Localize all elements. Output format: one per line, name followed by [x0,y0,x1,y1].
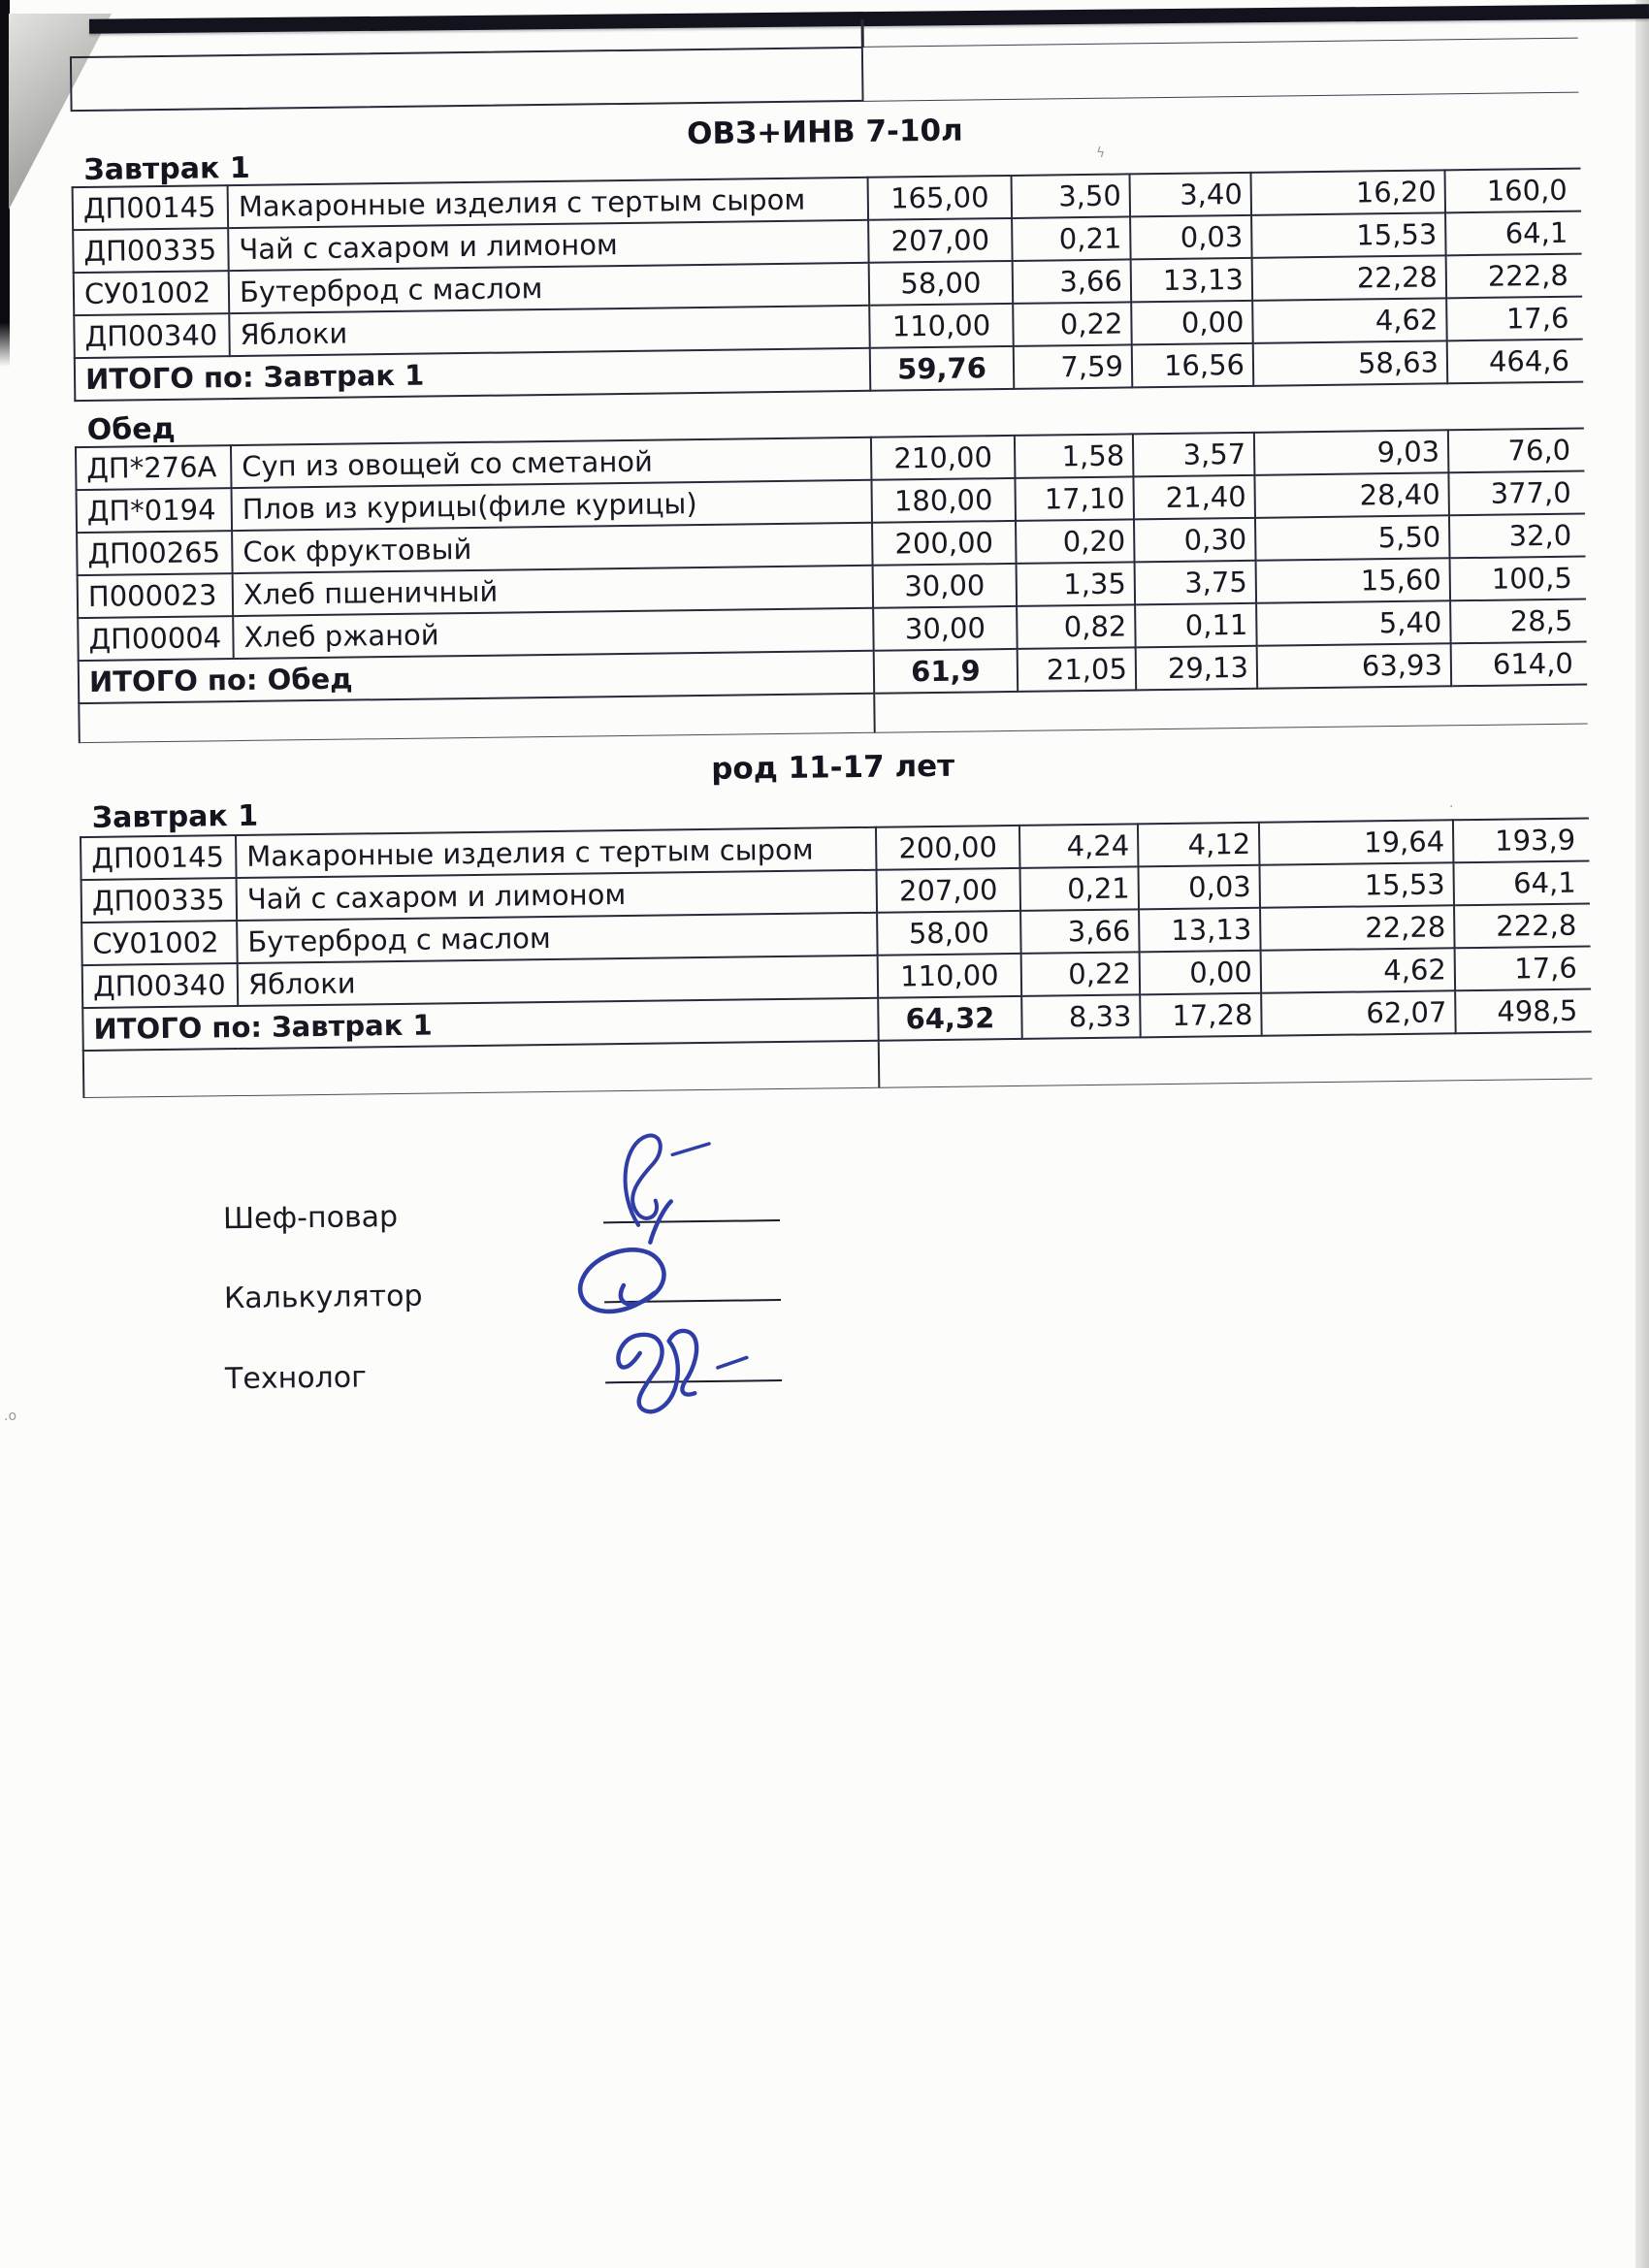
item-value: 30,00 [873,606,1018,651]
item-value: 180,00 [871,478,1016,523]
item-value: 207,00 [868,218,1013,263]
item-code: ДП00340 [82,963,239,1008]
item-value: 0,30 [1134,518,1256,563]
section-label-breakfast-2: Завтрак 1 [91,798,259,835]
item-value: 22,28 [1260,905,1455,951]
item-name: Макаронные изделия с тертым сыром [236,827,877,878]
item-value: 22,28 [1252,255,1447,301]
item-value: 15,53 [1251,212,1446,258]
item-code: ДП00335 [81,878,238,923]
menu-table-lunch [75,428,1588,743]
item-value: 3,75 [1135,561,1257,605]
total-value: 63,93 [1257,643,1452,689]
item-name: Бутерброд с маслом [237,913,878,963]
item-value: 9,03 [1254,430,1449,475]
item-value: 28,40 [1254,472,1449,518]
item-value: 377,0 [1448,471,1585,516]
menu-table-breakfast-1 [72,168,1584,403]
item-value: 58,00 [869,261,1014,306]
item-value: 207,00 [877,868,1021,913]
total-value: 16,56 [1132,343,1254,388]
item-value: 0,21 [1012,216,1131,261]
item-value: 100,5 [1450,557,1587,601]
item-value: 222,8 [1454,904,1591,949]
item-value: 17,10 [1015,476,1134,521]
item-value: 0,22 [1021,952,1141,996]
item-value: 3,66 [1013,259,1132,304]
item-value: 21,40 [1133,475,1255,520]
item-code: ДП00340 [74,313,230,358]
dust-speck: .о [4,1409,17,1424]
item-name: Плов из курицы(филе курицы) [232,480,873,531]
item-name: Чай с сахаром и лимоном [228,220,869,271]
total-value: 21,05 [1018,647,1137,692]
signature-stroke [672,1144,709,1154]
item-value: 3,40 [1130,173,1252,217]
item-name: Хлеб пшеничный [233,566,874,616]
empty-header-cell-right [863,38,1579,102]
total-label: ИТОГО по: Завтрак 1 [75,348,870,401]
item-value: 28,5 [1450,599,1587,644]
handwritten-signatures [524,1096,838,1430]
item-value: 0,20 [1016,519,1135,564]
item-value: 5,40 [1256,600,1451,646]
section-label-lunch: Обед [86,411,176,447]
total-value: 64,32 [878,996,1022,1041]
item-value: 16,20 [1251,170,1446,215]
total-value: 7,59 [1014,344,1133,389]
item-value: 0,03 [1138,865,1260,910]
item-value: 3,57 [1133,433,1255,477]
item-value: 165,00 [868,176,1013,220]
item-value: 13,13 [1139,908,1261,953]
item-code: ДП00145 [73,185,229,230]
item-value: 0,00 [1140,951,1262,995]
item-value: 110,00 [869,304,1014,348]
item-value: 0,21 [1019,866,1139,911]
dust-speck: ϟ [1096,146,1106,161]
item-value: 15,53 [1259,862,1454,908]
total-value: 614,0 [1451,642,1588,687]
item-code: СУ01002 [74,271,230,315]
item-value: 4,62 [1252,298,1447,343]
total-value: 464,6 [1447,340,1584,384]
item-value: 200,00 [876,826,1020,870]
item-code: ДП*276А [76,445,232,490]
signature-stroke [718,1357,747,1367]
item-code: СУ01002 [81,921,238,965]
item-value: 210,00 [871,436,1016,480]
item-name: Чай с сахаром и лимоном [237,870,878,921]
signature-stroke [618,1331,697,1412]
item-value: 200,00 [872,521,1017,566]
item-value: 1,58 [1015,434,1134,478]
item-value: 58,00 [877,911,1021,956]
empty-header-cell-left [70,47,864,112]
item-value: 30,00 [873,564,1018,608]
item-value: 4,62 [1261,948,1456,993]
item-name: Сок фруктовый [232,523,873,573]
item-value: 0,00 [1131,301,1253,345]
item-value: 0,03 [1130,215,1252,260]
item-value: 222,8 [1446,254,1583,299]
item-value: 4,12 [1138,823,1260,867]
total-value: 61,9 [874,649,1018,694]
item-value: 19,64 [1259,820,1454,865]
total-value: 59,76 [870,346,1015,391]
item-value: 15,60 [1256,558,1451,603]
signature-role-technologist: Технолог [224,1360,368,1397]
item-code: ДП00265 [77,531,233,575]
item-value: 3,50 [1012,174,1131,218]
total-value: 29,13 [1136,646,1258,691]
item-value: 4,24 [1019,824,1139,868]
item-value: 76,0 [1448,429,1585,473]
item-code: ДП*0194 [77,488,233,533]
item-value: 32,0 [1449,514,1586,559]
signature-stroke [580,1249,664,1312]
total-value: 17,28 [1140,993,1262,1038]
item-value: 5,50 [1255,515,1450,561]
signature-stroke [650,1201,672,1242]
total-label: ИТОГО по: Обед [79,651,874,703]
item-name: Суп из овощей со сметаной [231,437,872,488]
item-value: 64,1 [1445,211,1582,256]
section-label-breakfast-1: Завтрак 1 [83,150,250,187]
item-value: 0,82 [1017,604,1136,649]
total-value: 8,33 [1021,994,1141,1039]
item-value: 0,11 [1135,603,1257,648]
item-value: 110,00 [878,954,1022,998]
item-name: Яблоки [238,956,879,1006]
item-value: 13,13 [1131,258,1253,303]
item-name: Бутерброд с маслом [229,263,870,313]
item-name: Хлеб ржаной [233,608,874,659]
signature-role-chef: Шеф-повар [222,1199,399,1237]
item-value: 64,1 [1453,861,1590,906]
item-value: 0,22 [1013,302,1132,346]
header-divider-stub [860,19,863,48]
item-name: Яблоки [229,306,870,356]
dust-speck: · [1449,799,1454,815]
item-code: П000023 [78,573,234,618]
item-code: ДП00145 [81,835,237,880]
total-value: 498,5 [1455,989,1592,1034]
item-value: 17,6 [1446,297,1583,341]
menu-table-breakfast-2 [80,818,1592,1098]
total-value: 62,07 [1261,990,1456,1036]
total-value: 58,63 [1253,340,1448,386]
signature-role-calculator: Калькулятор [223,1279,423,1316]
item-value: 3,66 [1020,909,1140,954]
group-title-2: род 11-17 лет [710,748,955,787]
empty-header-box [70,38,1579,113]
item-name: Макаронные изделия с тертым сыром [228,178,869,228]
item-value: 160,0 [1444,169,1581,213]
group-title-1: ОВЗ+ИНВ 7-10л [686,113,963,152]
item-value: 193,9 [1453,819,1590,863]
item-code: ДП00335 [73,228,229,273]
item-value: 17,6 [1455,947,1592,991]
signature-stroke [625,1135,662,1225]
item-code: ДП00004 [78,616,234,661]
item-value: 1,35 [1017,562,1136,606]
total-label: ИТОГО по: Завтрак 1 [82,998,878,1051]
